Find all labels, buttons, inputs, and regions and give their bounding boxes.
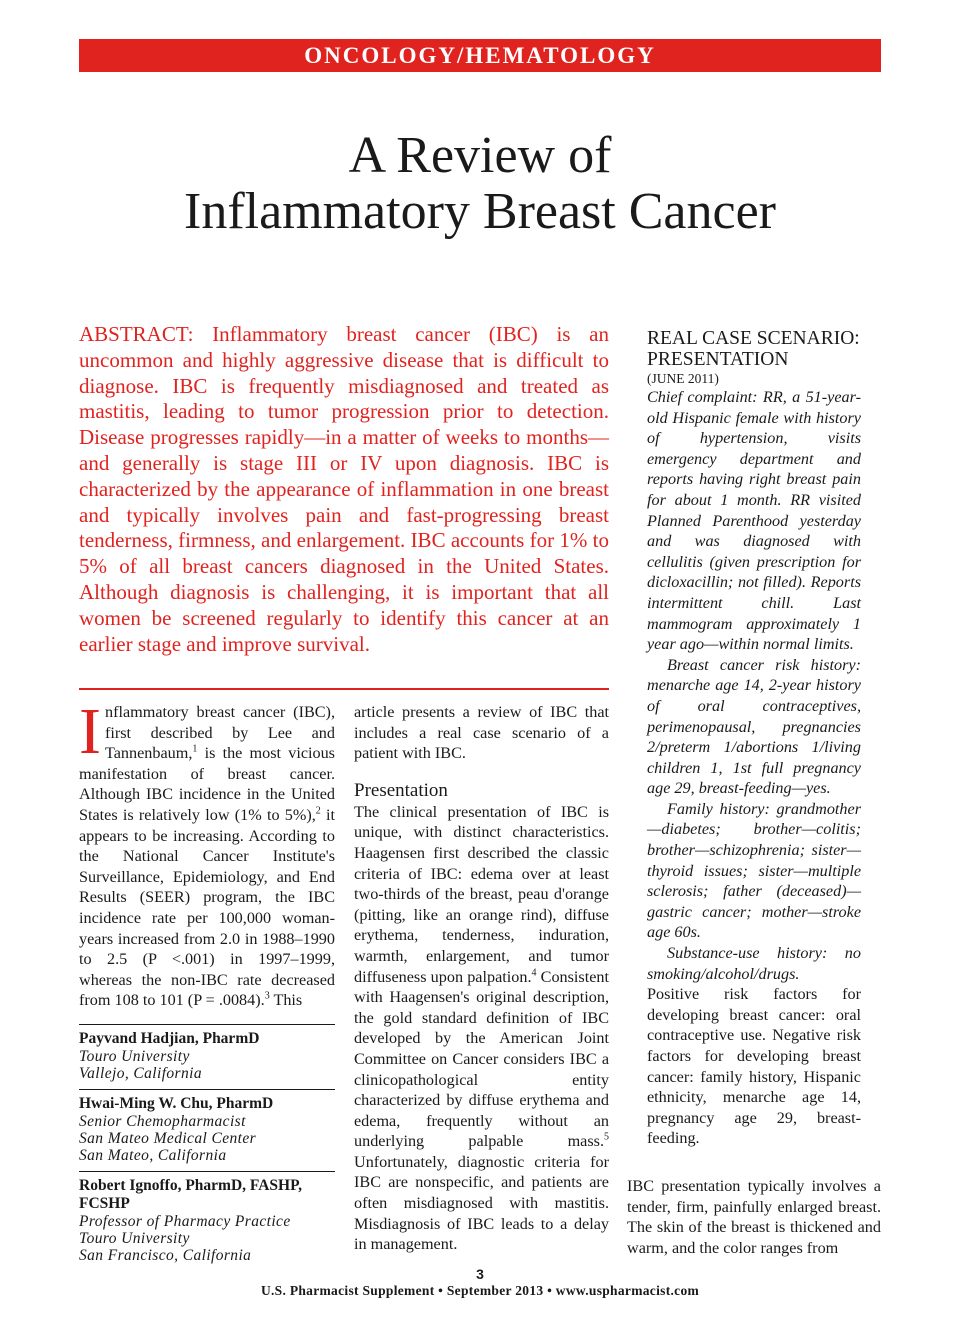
author-block: [79, 1024, 335, 1082]
intro-text-c: it appears to be increasing. According to the National Cancer Institute's Surveillance, Epidemiology, and End Results (SEER) program, the IBC incidence rate per 100,000 woman-years increased from 2.0 in 1988–1990 to 2.5 (P <.001) in 1997–1999, whereas the non-IBC rate decreased from 108 to 101 (P = .0084).: [79, 805, 335, 1010]
body-column-3: IBC presentation typically involves a tender, firm, painfully enlarged breast. The skin of the breast is thickened and warm, and the color ranges from: [627, 1177, 881, 1257]
author-affiliation: Senior Chemopharmacist: [79, 1113, 246, 1130]
author-affiliation: San Mateo Medical Center: [79, 1130, 257, 1147]
author-affiliation: Professor of Pharmacy Practice: [79, 1213, 291, 1230]
case-scenario-sidebar: [647, 328, 861, 1149]
title-line-1: A Review of: [348, 127, 612, 184]
author-affiliation: Touro University: [79, 1230, 190, 1247]
col2-intro: article presents a review of IBC that includes a real case scenario of a patient with IBC.: [354, 703, 609, 763]
section-banner: [79, 39, 881, 72]
body-column-1: [79, 695, 335, 1011]
ref-1: 1: [192, 743, 198, 755]
ref-5: 5: [604, 1131, 609, 1143]
intro-text-a: nflammatory breast cancer (IBC), first described by Lee and Tannenbaum,: [104, 703, 335, 763]
ref-4: 4: [531, 967, 537, 979]
risk-history: Breast cancer risk history: menarche age 14, 2-year history of oral contraceptives, perimenopausal, pregnancies 2/preterm 1/abortions 1/living children 1, 1st full pregnancy age 29, breast-feeding—yes.: [647, 655, 861, 798]
chief-complaint: Chief complaint: RR, a 51-year-old Hispanic female with history of hypertension, visits emergency department and reports having right breast pain for about 1 month. RR visited Planned Parenthood yesterday and was diagnosed with cellulitis (given prescription for dicloxacillin; not filled). Reports intermittent chill. Last mammogram approximately 1 year ago—within normal limits.: [647, 388, 861, 654]
author-block: [79, 1171, 335, 1264]
family-history: Family history: grandmother—diabetes; brother—colitis; brother—schizophrenia; sister—thyroid issues; sister—multiple sclerosis; father (deceased)—gastric cancer; mother—stroke age 60s.: [647, 799, 861, 942]
author-affiliation: San Mateo, California: [79, 1147, 227, 1164]
author-affiliation: San Francisco, California: [79, 1247, 252, 1264]
title-line-2: Inflammatory Breast Cancer: [184, 183, 776, 240]
article-title: [0, 128, 960, 240]
ref-3: 3: [264, 990, 270, 1002]
presentation-text-b: Consistent with Haagensen's original description, the gold standard definition of IBC developed by the American Joint Committee on Cancer considers IBC a clinicopathological entity characterized by diffuse erythema and edema, frequently without an underlying palpable mass.: [354, 967, 610, 1151]
intro-text-d: This: [269, 991, 303, 1010]
section-label: ONCOLOGY/HEMATOLOGY: [304, 42, 656, 68]
author-affiliation: Touro University: [79, 1048, 190, 1065]
sidebar-heading: REAL CASE SCENARIO: PRESENTATION: [647, 328, 860, 370]
body-column-2: [354, 702, 609, 1255]
intro-text-b: is the most vicious manifestation of breast cancer. Although IBC incidence in the United States is relatively low (1% to 5%),: [79, 744, 335, 824]
intro-paragraph: [79, 695, 335, 1011]
presentation-paragraph: [354, 802, 609, 1255]
sidebar-date: (JUNE 2011): [647, 371, 719, 386]
risk-factors: Positive risk factors for developing breast cancer: oral contraceptive use. Negative risk factors for developing breast cancer: family history, Hispanic ethnicity, menarche age 14, pregnancy age 29, breast-feeding.: [647, 985, 861, 1148]
author-name: Hwai-Ming W. Chu, PharmD: [79, 1095, 274, 1112]
author-block: [79, 1089, 335, 1164]
page-footer: U.S. Pharmacist Supplement • September 2013 • www.uspharmacist.com: [260, 1283, 700, 1298]
abstract-divider: [79, 688, 609, 690]
page-number: 3: [476, 1266, 484, 1282]
presentation-heading: Presentation: [354, 779, 448, 801]
author-name: Payvand Hadjian, PharmD: [79, 1030, 260, 1047]
author-name: Robert Ignoffo, PharmD, FASHP, FCSHP: [79, 1177, 303, 1212]
drop-cap: I: [79, 695, 101, 768]
abstract: ABSTRACT: Inflammatory breast cancer (IBC) is an uncommon and highly aggressive disease that is difficult to diagnose. IBC is frequently misdiagnosed and treated as mastitis, leading to tumor progression prior to detection. Disease progresses rapidly—in a matter of weeks to months—and generally is stage III or IV upon diagnosis. IBC is characterized by the appearance of inflammation in one breast and typically involves pain and fast-progressing breast tenderness, firmness, and enlargement. IBC accounts for 1% to 5% of all breast cancers diagnosed in the United States. Although diagnosis is challenging, it is important that all women be screened regularly to identify this cancer at an earlier stage and improve survival.: [79, 322, 609, 656]
presentation-text-a: The clinical presentation of IBC is unique, with distinct characteristics. Haagensen first described the classic criteria of IBC: edema over at least two-thirds of the breast, peau d'orange (pitting, like an orange rind), diffuse erythema, tenderness, induration, warmth, enlargement, and tumor diffuseness upon palpation.: [354, 802, 609, 986]
ref-2: 2: [315, 805, 321, 817]
presentation-text-c: Unfortunately, diagnostic criteria for IBC are nonspecific, and patients are often misdiagnosed with mastitis. Misdiagnosis of IBC leads to a delay in management.: [354, 1152, 609, 1254]
author-list: [79, 1024, 335, 1271]
substance-history: Substance-use history: no smoking/alcohol/drugs.: [647, 944, 861, 983]
author-affiliation: Vallejo, California: [79, 1065, 202, 1082]
